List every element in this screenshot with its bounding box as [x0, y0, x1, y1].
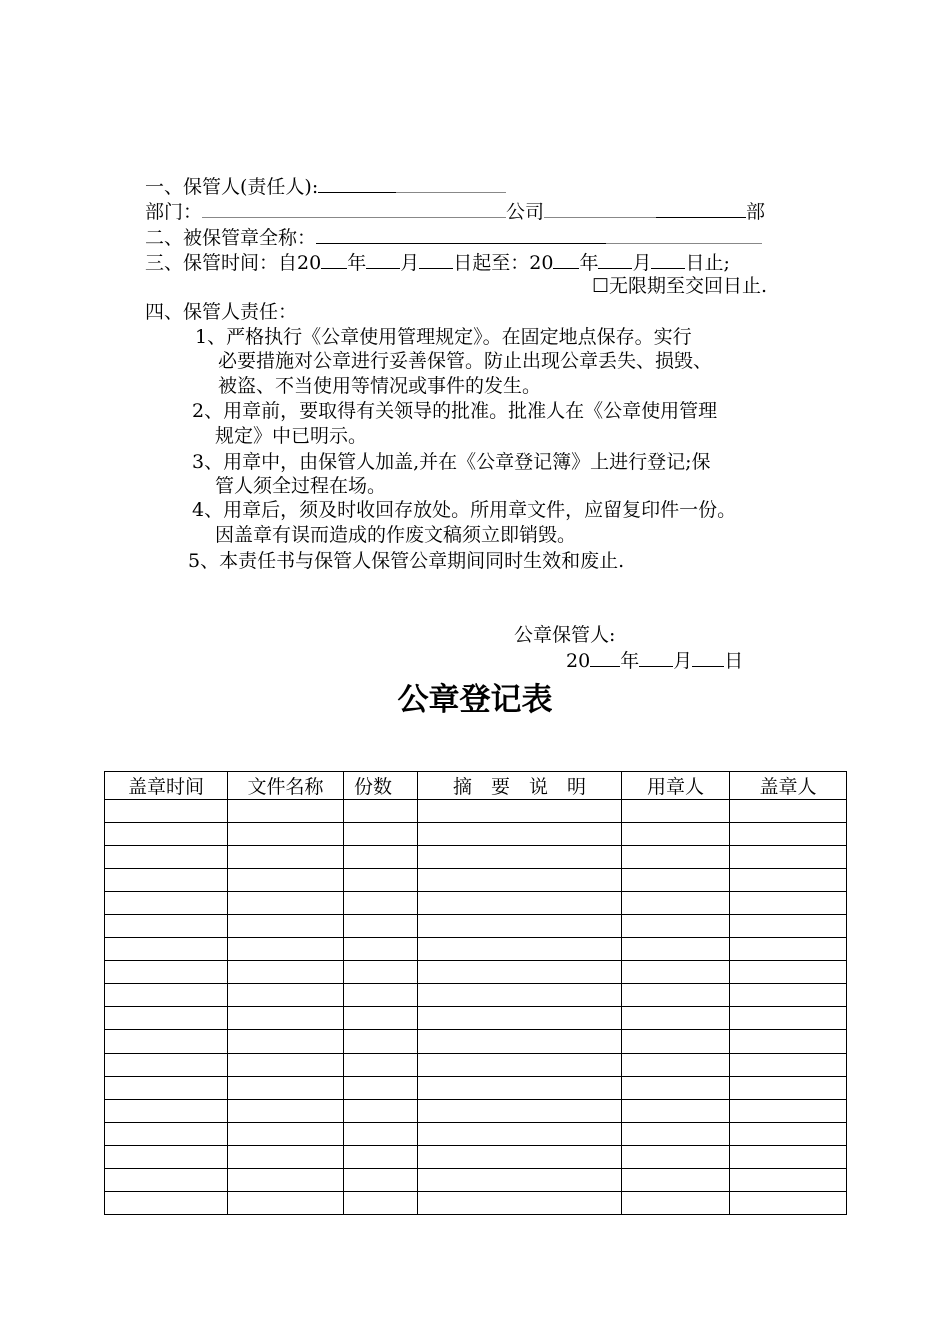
cell-stamper[interactable]: [730, 1053, 847, 1076]
from-year-prefix: 20: [297, 252, 322, 274]
period-line: [145, 250, 730, 275]
cell-copies[interactable]: [344, 915, 418, 938]
cell-stamper[interactable]: [730, 1168, 847, 1191]
cell-stamper[interactable]: [730, 1191, 847, 1214]
cell-stamp-time[interactable]: [105, 892, 228, 915]
from-day-blank[interactable]: [419, 250, 453, 269]
cell-file-name[interactable]: [228, 892, 344, 915]
cell-summary[interactable]: [418, 869, 622, 892]
cell-stamp-time[interactable]: [105, 1053, 228, 1076]
sig-day-char: 日: [724, 650, 744, 672]
sig-year-blank[interactable]: [590, 648, 620, 667]
from-day-label: 日起至：: [453, 252, 530, 274]
sig-year-prefix: 20: [566, 650, 591, 672]
cell-stamp-time[interactable]: [105, 1191, 228, 1214]
table-row: [105, 1076, 847, 1099]
cell-file-name[interactable]: [228, 938, 344, 961]
cell-copies[interactable]: [344, 1145, 418, 1168]
duty-3-line-2: 管人须全过程在场。: [215, 475, 387, 497]
table-row: [105, 1030, 847, 1053]
cell-copies[interactable]: [344, 1099, 418, 1122]
cell-summary[interactable]: [418, 1191, 622, 1214]
cell-file-name[interactable]: [228, 1122, 344, 1145]
seal-name-label: 二、被保管章全称：: [145, 227, 317, 249]
duty-3-line-1: 3、用章中，由保管人加盖,并在《公章登记簿》上进行登记;保: [192, 451, 711, 473]
cell-file-name[interactable]: [228, 1007, 344, 1030]
duty-4-line-1: 4、用章后，须及时收回存放处。所用章文件，应留复印件一份。: [192, 499, 737, 521]
cell-user[interactable]: [622, 1122, 730, 1145]
sig-month-blank[interactable]: [639, 648, 673, 667]
table-row: [105, 1053, 847, 1076]
cell-summary[interactable]: [418, 984, 622, 1007]
cell-summary[interactable]: [418, 1145, 622, 1168]
seal-name-blank[interactable]: [316, 225, 606, 244]
cell-summary[interactable]: [418, 1076, 622, 1099]
cell-stamp-time[interactable]: [105, 1099, 228, 1122]
period-label: 三、保管时间：自: [145, 252, 298, 274]
header-file-name: 文件名称: [228, 772, 344, 800]
cell-stamper[interactable]: [730, 1145, 847, 1168]
from-year-char: 年: [347, 252, 367, 274]
cell-file-name[interactable]: [228, 1191, 344, 1214]
cell-user[interactable]: [622, 823, 730, 846]
cell-stamper[interactable]: [730, 1030, 847, 1053]
to-day-blank[interactable]: [651, 250, 685, 269]
cell-user[interactable]: [622, 984, 730, 1007]
keeper-line: [145, 174, 506, 199]
cell-stamp-time[interactable]: [105, 1030, 228, 1053]
table-row: [105, 1122, 847, 1145]
table-row: [105, 1099, 847, 1122]
duty-heading: 四、保管人责任：: [145, 301, 298, 323]
cell-user[interactable]: [622, 846, 730, 869]
cell-user[interactable]: [622, 1191, 730, 1214]
duty-2-line-2: 规定》中已明示。: [215, 425, 368, 447]
duty-1-line-1: 1、严格执行《公章使用管理规定》。在固定地点保存。实行: [195, 326, 692, 348]
cell-stamp-time[interactable]: [105, 915, 228, 938]
cell-stamp-time[interactable]: [105, 938, 228, 961]
cell-summary[interactable]: [418, 1122, 622, 1145]
cell-stamp-time[interactable]: [105, 1076, 228, 1099]
table-row: [105, 961, 847, 984]
cell-stamp-time[interactable]: [105, 869, 228, 892]
table-row: [105, 1191, 847, 1214]
cell-file-name[interactable]: [228, 1145, 344, 1168]
cell-user[interactable]: [622, 1076, 730, 1099]
cell-file-name[interactable]: [228, 1030, 344, 1053]
register-header-row: [105, 772, 847, 800]
cell-user[interactable]: [622, 800, 730, 823]
cell-user[interactable]: [622, 1030, 730, 1053]
cell-file-name[interactable]: [228, 846, 344, 869]
to-day-label: 日止;: [685, 252, 730, 274]
dept-label: 部门：: [145, 201, 203, 223]
cell-copies[interactable]: [344, 961, 418, 984]
cell-copies[interactable]: [344, 869, 418, 892]
cell-user[interactable]: [622, 1168, 730, 1191]
cell-copies[interactable]: [344, 1030, 418, 1053]
header-user: 用章人: [622, 772, 730, 800]
cell-user[interactable]: [622, 961, 730, 984]
dept-blank-b[interactable]: [656, 199, 746, 218]
header-summary: 摘 要 说 明: [418, 772, 622, 800]
seal-name-blank-ext[interactable]: [606, 225, 762, 244]
keeper-blank-ext[interactable]: [396, 174, 506, 193]
duty-4-line-2: 因盖章有误而造成的作废文稿须立即销毁。: [215, 524, 577, 546]
sig-year-char: 年: [620, 650, 640, 672]
cell-stamper[interactable]: [730, 800, 847, 823]
table-row: [105, 892, 847, 915]
signature-date-line: [566, 648, 743, 673]
from-month-blank[interactable]: [366, 250, 400, 269]
cell-file-name[interactable]: [228, 1053, 344, 1076]
duty-5-line-1: 5、本责任书与保管人保管公章期间同时生效和废止.: [188, 550, 625, 572]
company-blank[interactable]: [202, 199, 506, 218]
table-row: [105, 984, 847, 1007]
cell-stamper[interactable]: [730, 892, 847, 915]
cell-stamp-time[interactable]: [105, 1168, 228, 1191]
cell-copies[interactable]: [344, 938, 418, 961]
cell-file-name[interactable]: [228, 915, 344, 938]
sig-day-blank[interactable]: [692, 648, 724, 667]
table-row: [105, 846, 847, 869]
from-month-char: 月: [400, 252, 420, 274]
header-copies: 份数: [344, 772, 418, 800]
cell-stamp-time[interactable]: [105, 1122, 228, 1145]
cell-stamper[interactable]: [730, 984, 847, 1007]
cell-file-name[interactable]: [228, 1076, 344, 1099]
cell-stamper[interactable]: [730, 1122, 847, 1145]
indefinite-checkbox[interactable]: ☐: [592, 275, 610, 297]
cell-stamp-time[interactable]: [105, 1007, 228, 1030]
duty-2-line-1: 2、用章前，要取得有关领导的批准。批准人在《公章使用管理: [192, 400, 718, 422]
signature-label: 公章保管人:: [514, 624, 616, 646]
seal-name-line: [145, 225, 762, 250]
table-row: [105, 823, 847, 846]
cell-copies[interactable]: [344, 1076, 418, 1099]
keeper-blank[interactable]: [318, 174, 396, 193]
cell-stamp-time[interactable]: [105, 823, 228, 846]
cell-stamp-time[interactable]: [105, 800, 228, 823]
cell-stamper[interactable]: [730, 938, 847, 961]
cell-user[interactable]: [622, 938, 730, 961]
cell-copies[interactable]: [344, 846, 418, 869]
cell-copies[interactable]: [344, 823, 418, 846]
to-year-prefix: 20: [529, 252, 554, 274]
cell-user[interactable]: [622, 892, 730, 915]
cell-summary[interactable]: [418, 961, 622, 984]
keeper-label: 一、保管人(责任人):: [145, 176, 319, 198]
from-year-blank[interactable]: [321, 250, 347, 269]
cell-summary[interactable]: [418, 892, 622, 915]
table-row: [105, 1145, 847, 1168]
cell-copies[interactable]: [344, 892, 418, 915]
cell-file-name[interactable]: [228, 1168, 344, 1191]
header-stamp-time: 盖章时间: [105, 772, 228, 800]
cell-stamper[interactable]: [730, 823, 847, 846]
cell-stamp-time[interactable]: [105, 846, 228, 869]
cell-file-name[interactable]: [228, 823, 344, 846]
cell-summary[interactable]: [418, 1030, 622, 1053]
indefinite-text: 无限期至交回日止.: [609, 275, 768, 297]
cell-file-name[interactable]: [228, 984, 344, 1007]
cell-user[interactable]: [622, 1053, 730, 1076]
to-month-char: 月: [632, 252, 652, 274]
table-row: [105, 869, 847, 892]
cell-stamp-time[interactable]: [105, 984, 228, 1007]
table-row: [105, 1168, 847, 1191]
cell-summary[interactable]: [418, 800, 622, 823]
duty-1-line-2: 必要措施对公章进行妥善保管。防止出现公章丢失、损毁、: [218, 350, 713, 372]
cell-user[interactable]: [622, 1007, 730, 1030]
cell-summary[interactable]: [418, 823, 622, 846]
cell-file-name[interactable]: [228, 961, 344, 984]
cell-stamper[interactable]: [730, 915, 847, 938]
cell-user[interactable]: [622, 915, 730, 938]
cell-copies[interactable]: [344, 800, 418, 823]
cell-stamper[interactable]: [730, 846, 847, 869]
cell-copies[interactable]: [344, 1007, 418, 1030]
cell-summary[interactable]: [418, 846, 622, 869]
cell-summary[interactable]: [418, 1007, 622, 1030]
dept-blank-a[interactable]: [544, 199, 656, 218]
indefinite-line: [592, 274, 767, 298]
header-stamper: 盖章人: [730, 772, 847, 800]
cell-user[interactable]: [622, 869, 730, 892]
cell-file-name[interactable]: [228, 1099, 344, 1122]
cell-stamper[interactable]: [730, 961, 847, 984]
cell-copies[interactable]: [344, 1191, 418, 1214]
company-label: 公司: [506, 201, 545, 223]
dept-suffix: 部: [746, 201, 766, 223]
cell-stamper[interactable]: [730, 1007, 847, 1030]
to-year-char: 年: [579, 252, 599, 274]
cell-copies[interactable]: [344, 984, 418, 1007]
cell-copies[interactable]: [344, 1122, 418, 1145]
cell-stamp-time[interactable]: [105, 1145, 228, 1168]
register-table: [104, 771, 847, 1215]
to-month-blank[interactable]: [598, 250, 632, 269]
duty-1-line-3: 被盗、不当使用等情况或事件的发生。: [218, 375, 542, 397]
sig-month-char: 月: [673, 650, 693, 672]
cell-summary[interactable]: [418, 938, 622, 961]
cell-user[interactable]: [622, 1099, 730, 1122]
cell-stamper[interactable]: [730, 1099, 847, 1122]
table-row: [105, 915, 847, 938]
cell-stamper[interactable]: [730, 1076, 847, 1099]
cell-copies[interactable]: [344, 1168, 418, 1191]
department-line: [145, 199, 765, 224]
table-row: [105, 938, 847, 961]
cell-file-name[interactable]: [228, 800, 344, 823]
table-row: [105, 1007, 847, 1030]
register-body: [105, 800, 847, 1215]
to-year-blank[interactable]: [553, 250, 579, 269]
register-title: 公章登记表: [397, 682, 553, 718]
cell-copies[interactable]: [344, 1053, 418, 1076]
cell-file-name[interactable]: [228, 869, 344, 892]
cell-summary[interactable]: [418, 915, 622, 938]
cell-stamper[interactable]: [730, 869, 847, 892]
table-row: [105, 800, 847, 823]
cell-summary[interactable]: [418, 1053, 622, 1076]
cell-summary[interactable]: [418, 1168, 622, 1191]
cell-stamp-time[interactable]: [105, 961, 228, 984]
cell-summary[interactable]: [418, 1099, 622, 1122]
cell-user[interactable]: [622, 1145, 730, 1168]
